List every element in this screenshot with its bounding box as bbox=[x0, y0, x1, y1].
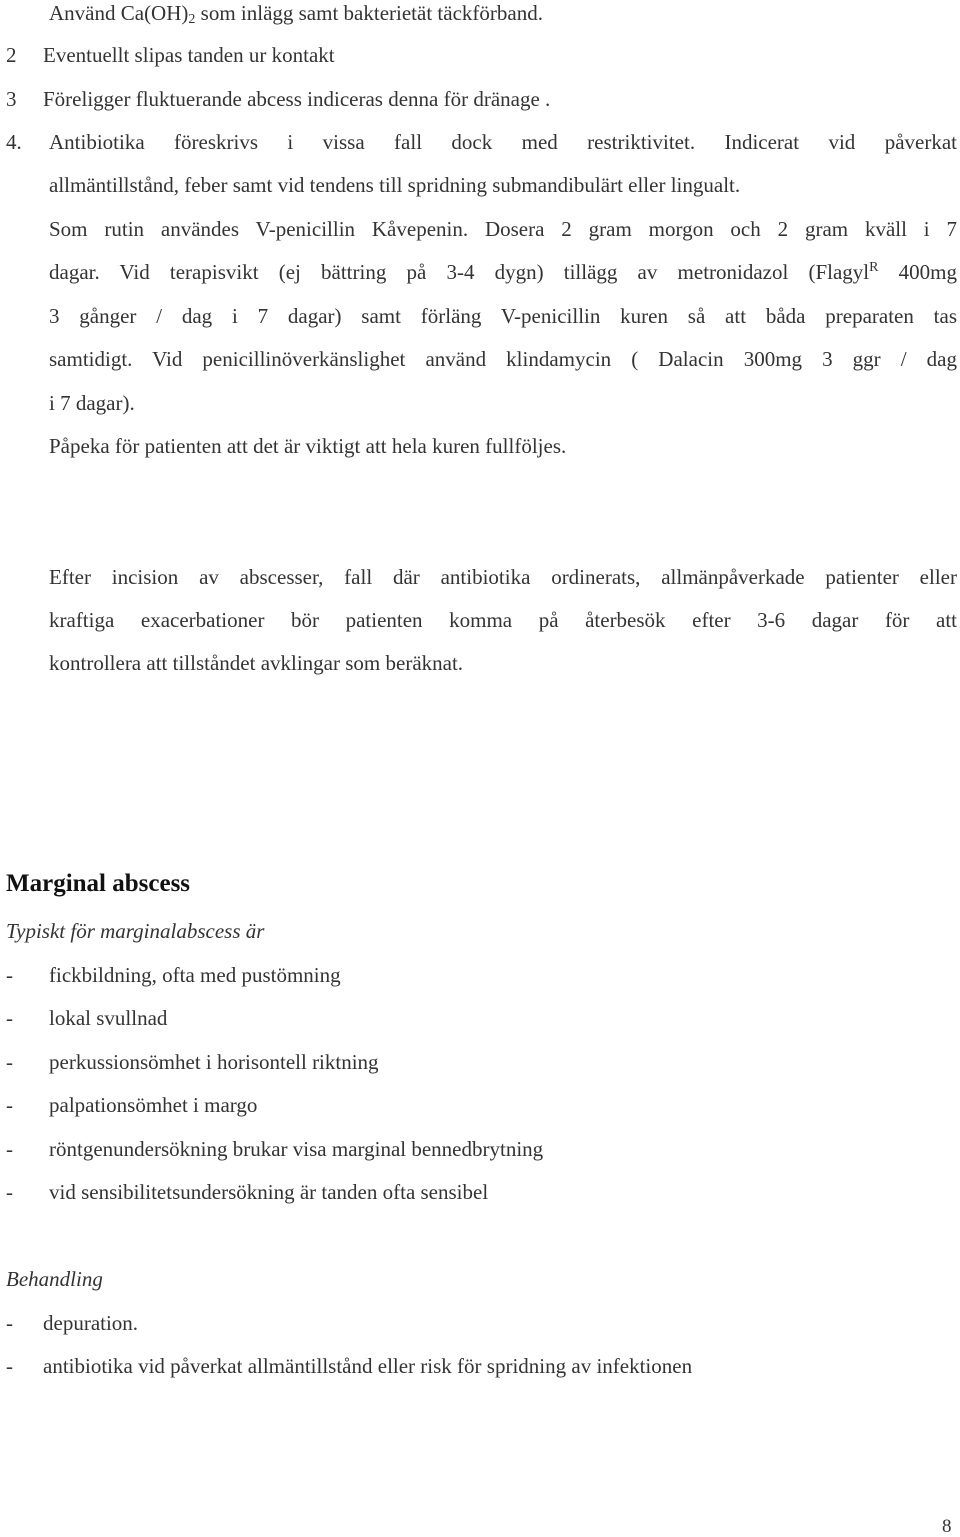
list-item-4-number bbox=[6, 129, 22, 155]
list-item-4-line: samtidigt. Vid penicillinöverkänslighet använd klindamycin ( Dalacin 300mg 3 ggr / dag bbox=[49, 347, 957, 371]
symptom-text: perkussionsömhet i horisontell riktning bbox=[49, 1050, 379, 1074]
dash-marker: - bbox=[6, 1093, 13, 1117]
dash-marker: - bbox=[6, 1311, 13, 1335]
dash-marker: - bbox=[6, 963, 13, 987]
list-item-4-line: Antibiotika föreskrivs i vissa fall dock med restriktivitet. Indicerat vid påverkat bbox=[49, 130, 957, 154]
dash-marker: - bbox=[6, 1180, 13, 1204]
dash-marker: - bbox=[6, 1354, 13, 1378]
calcium-hydroxide-line bbox=[49, 0, 543, 26]
flagyl-text: dagar. Vid terapisvikt (ej bättring på 3-4 dygn) tillägg av metronidazol (Flagyl bbox=[49, 260, 870, 284]
followup-line: kraftiga exacerbationer bör patienten komma på återbesök efter 3-6 dagar för att bbox=[49, 608, 957, 632]
treatment-text: antibiotika vid påverkat allmäntillstånd eller risk för spridning av infektionen bbox=[43, 1354, 693, 1378]
list-item-4-line: i 7 dagar). bbox=[49, 391, 135, 415]
dash-marker: - bbox=[6, 1050, 13, 1074]
section-subheading: Typiskt för marginalabscess är bbox=[6, 919, 265, 943]
flagyl-dose: 400mg bbox=[878, 260, 957, 284]
symptom-text: vid sensibilitetsundersökning är tanden ofta sensibel bbox=[49, 1180, 489, 1204]
symptom-text: palpationsömhet i margo bbox=[49, 1093, 258, 1117]
followup-line: Efter incision av abscesser, fall där antibiotika ordinerats, allmänpåverkade patienter eller bbox=[49, 565, 957, 589]
ca-line-text-end: som inlägg samt bakterietät täckförband. bbox=[195, 1, 543, 25]
ca-line-text: Använd Ca(OH) bbox=[49, 1, 189, 25]
list-item-4-line: Som rutin användes V-penicillin Kåvepenin. Dosera 2 gram morgon och 2 gram kväll i 7 bbox=[49, 217, 957, 241]
list-item-4-line: Påpeka för patienten att det är viktigt att hela kuren fullföljes. bbox=[49, 434, 567, 458]
list-number: 2 bbox=[6, 43, 17, 67]
followup-line: kontrollera att tillståndet avklingar som beräknat. bbox=[49, 651, 464, 675]
symptom-text: lokal svullnad bbox=[49, 1006, 168, 1030]
treatment-text: depuration. bbox=[43, 1311, 139, 1335]
symptom-text: röntgenundersökning brukar visa marginal bennedbrytning bbox=[49, 1137, 544, 1161]
section-heading: Marginal abscess bbox=[6, 870, 191, 897]
treatment-heading: Behandling bbox=[6, 1267, 103, 1291]
list-number: 4. bbox=[6, 130, 22, 154]
list-number: 3 bbox=[6, 87, 17, 111]
ca-line-subscript: 2 bbox=[188, 12, 196, 27]
list-item-4-line: allmäntillstånd, feber samt vid tendens till spridning submandibulärt eller lingualt. bbox=[49, 173, 741, 197]
symptom-text: fickbildning, ofta med pustömning bbox=[49, 963, 341, 987]
page-number: 8 bbox=[942, 1516, 952, 1537]
list-item-4-line-flagyl bbox=[49, 259, 957, 285]
list-item-4-line: 3 gånger / dag i 7 dagar) samt förläng V-penicillin kuren så att båda preparaten tas bbox=[49, 304, 957, 328]
dash-marker: - bbox=[6, 1006, 13, 1030]
list-item-text: Eventuellt slipas tanden ur kontakt bbox=[43, 43, 335, 67]
registered-mark: R bbox=[869, 260, 879, 275]
list-item-text: Föreligger fluktuerande abcess indiceras denna för dränage . bbox=[43, 87, 551, 111]
dash-marker: - bbox=[6, 1137, 13, 1161]
